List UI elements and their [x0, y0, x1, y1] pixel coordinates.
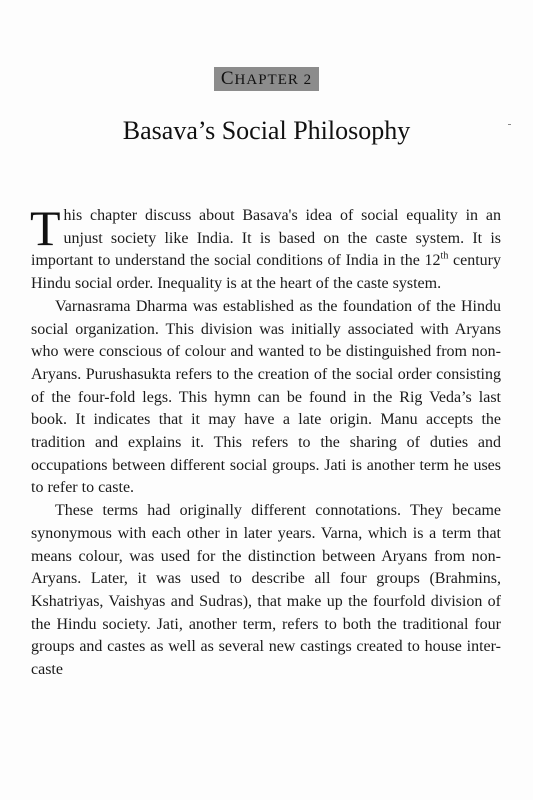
ordinal-suffix: th [440, 251, 449, 263]
paragraph-1-tail: century Hindu social order. Inequality is at the heart of the caste system. [31, 252, 501, 293]
paragraph-3: These terms had originally different connotations. They became synonymous with each other in later years. Varna, which is a term that means colour, was used for the distinction between Aryans from non-Aryans. Later, it was used to describe all four groups (Brahmins, Kshatriyas, Vaishyas and Sudras), that make up the fourfold division of the Hindu society. Jati, another term, refers to both the traditional four groups and castes as well as several new castings created to house inter-caste [31, 502, 501, 679]
chapter-heading [0, 67, 533, 91]
paragraph-1 [30, 200, 501, 296]
paragraph-2: Varnasrama Dharma was established as the foundation of the Hindu social organization. This division was initially associated with Aryans who were conscious of colour and wanted to be distinguished from non-Aryans. Purushasukta refers to the creation of the social order consisting of the four-fold legs. This hymn can be found in the Rig Veda’s last book. It indicates that it may have a late origin. Manu accepts the tradition and explains it. This refers to the sharing of duties and occupations between different social groups. Jati is another term he uses to refer to caste. [31, 297, 501, 497]
chapter-body [30, 200, 501, 682]
chapter-label: CHAPTER 2 [214, 67, 319, 91]
paragraph-1-first-line: his chapter discuss about Basava's idea of social equality in [63, 207, 479, 224]
drop-cap: T [30, 200, 61, 256]
scan-mark [508, 124, 511, 125]
chapter-title: Basava’s Social Philosophy [122, 116, 411, 145]
paragraph-1-text: an unjust society like India. It is based on the caste system. It is important to understand the social conditions of India in the 12 [31, 207, 501, 270]
